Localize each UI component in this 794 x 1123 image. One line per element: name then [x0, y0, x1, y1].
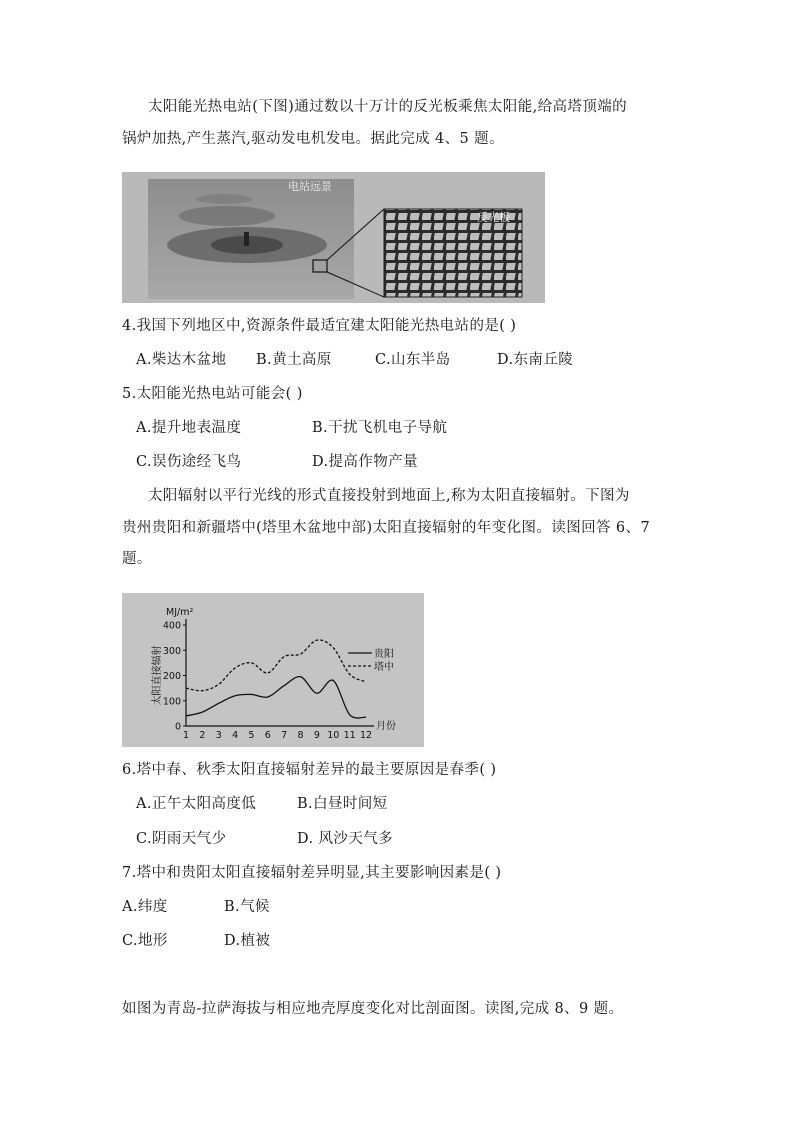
x-axis-label: 月份 [376, 721, 396, 732]
x-tick-label: 4 [232, 730, 239, 741]
legend-label-2: 塔中 [374, 662, 394, 673]
tower-icon [244, 232, 249, 246]
q4-stem: 4.我国下列地区中,资源条件最适宜建太阳能光热电站的是( ) [122, 318, 517, 334]
q6-option-c: C.阴雨天气少 [136, 831, 227, 847]
q4-option-a: A.柴达木盆地 [136, 352, 227, 368]
q5-option-c: C.误伤途经飞鸟 [136, 454, 242, 470]
q7-option-d: D.植被 [224, 933, 271, 949]
x-tick-label: 6 [264, 730, 271, 741]
intro2-line2: 贵州贵阳和新疆塔中(塔里木盆地中部)太阳直接辐射的年变化图。读图回答 6、7 [122, 520, 651, 536]
x-tick-label: 11 [343, 730, 356, 741]
x-tick-label: 3 [215, 730, 222, 741]
series-line-1 [186, 677, 366, 718]
q4-option-d: D.东南丘陵 [497, 352, 574, 368]
q7-option-a: A.纬度 [122, 899, 168, 915]
solar-station-photo [122, 172, 545, 303]
q6-stem: 6.塔中春、秋季太阳直接辐射差异的最主要原因是春季( ) [122, 762, 497, 778]
q5-option-b: B.干扰飞机电子导航 [312, 420, 448, 436]
radiation-chart [122, 593, 424, 747]
x-tick-label: 7 [281, 730, 288, 741]
y-axis-label: 太阳直接辐射 [152, 645, 163, 706]
legend-label-1: 贵阳 [374, 649, 394, 660]
intro3-line1: 如图为青岛-拉萨海拔与相应地壳厚度变化对比剖面图。读图,完成 8、9 题。 [122, 1001, 624, 1017]
x-tick-label: 9 [313, 730, 320, 741]
y-tick-label: 200 [162, 671, 181, 682]
y-tick-label: 400 [162, 620, 181, 632]
q7-option-c: C.地形 [122, 933, 168, 949]
inset-label: 反光板 [477, 211, 510, 224]
y-tick-label: 0 [174, 721, 181, 733]
x-tick-label: 8 [297, 730, 304, 741]
intro2-line3: 题。 [122, 551, 152, 567]
q6-option-a: A.正午太阳高度低 [136, 796, 257, 812]
x-tick-label: 10 [327, 730, 340, 741]
intro2-line1: 太阳辐射以平行光线的形式直接投射到地面上,称为太阳直接辐射。下图为 [148, 488, 630, 504]
intro1-line2: 锅炉加热,产生蒸汽,驱动发电机发电。据此完成 4、5 题。 [122, 131, 504, 147]
q7-option-b: B.气候 [224, 899, 270, 915]
x-tick-label: 5 [248, 730, 255, 741]
solar-station-illustration [122, 172, 545, 303]
radiation-chart-svg [122, 593, 424, 747]
q7-stem: 7.塔中和贵阳太阳直接辐射差异明显,其主要影响因素是( ) [122, 865, 502, 881]
q6-option-b: B.白昼时间短 [297, 796, 388, 812]
unit-label: MJ/m² [166, 607, 194, 618]
intro1-line1: 太阳能光热电站(下图)通过数以十万计的反光板乘焦太阳能,给高塔顶端的 [148, 99, 628, 115]
x-tick-label: 2 [199, 730, 206, 741]
q6-option-d: D. 风沙天气多 [297, 831, 394, 847]
main-photo-label: 电站远景 [288, 180, 332, 193]
q5-option-a: A.提升地表温度 [136, 420, 242, 436]
x-tick-label: 12 [359, 730, 373, 741]
q5-option-d: D.提高作物产量 [312, 454, 418, 470]
y-tick-label: 300 [162, 645, 181, 657]
q4-option-c: C.山东半岛 [375, 352, 451, 368]
q4-option-b: B.黄土高原 [256, 352, 332, 368]
q5-stem: 5.太阳能光热电站可能会( ) [122, 386, 303, 402]
x-tick-label: 1 [182, 730, 190, 741]
y-tick-label: 100 [162, 696, 181, 708]
series-line-2 [186, 640, 366, 691]
